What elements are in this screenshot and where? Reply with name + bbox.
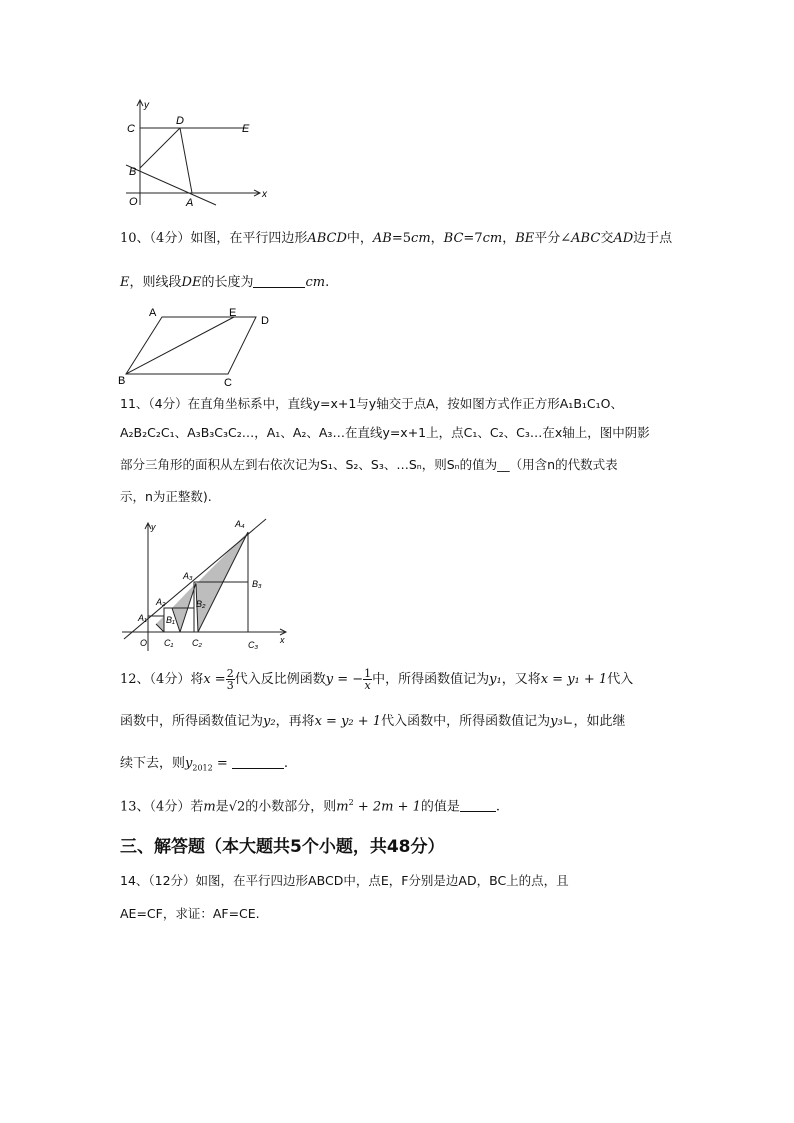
question-11-line-3: 部分三角形的面积从左到右依次记为S₁、S₂、S₃、…Sₙ，则Sₙ的值为__（用含n的代数式表 [120, 457, 618, 472]
q12-text: . [283, 756, 289, 771]
q10-de: DE [181, 275, 202, 290]
fig3-label-a3: A₃ [183, 571, 193, 581]
fig3-label-c1: C₁ [164, 638, 174, 648]
q10-unit: cm [482, 231, 503, 246]
q13-text: 若 [190, 799, 204, 815]
q13-m: m [203, 799, 216, 815]
q12-frac-den: x [364, 679, 371, 692]
q10-e: E [120, 275, 130, 290]
fig2-label-e: E [229, 307, 237, 319]
q13-text: 的值是 [420, 799, 460, 815]
question-12-line-1 [120, 665, 680, 695]
q12-equals: = [212, 756, 232, 771]
q12-y-equals: y = − [325, 672, 364, 687]
q12-text: 代入函数中，所得函数值记为 [381, 714, 551, 729]
q12-frac-num: 1 [364, 667, 372, 680]
fig3-label-a2: A₂ [156, 597, 166, 607]
fig1-label-b: B [129, 166, 137, 178]
q10-text: 交 [600, 231, 614, 246]
q10-bc: BC [443, 231, 464, 246]
q13-answer-blank[interactable] [460, 799, 496, 812]
q10-text: =7 [463, 231, 483, 246]
q10-abcd: ABCD [307, 231, 347, 246]
fig1-label-x: x [262, 189, 267, 200]
question-10-line-1 [120, 230, 680, 248]
fig1-label-d: D [176, 115, 184, 127]
q10-text: =5 [391, 231, 412, 246]
question-14-line-2: AE=CF，求证：AF=CE. [120, 906, 260, 921]
figure-coordinate-cde [118, 95, 278, 210]
q10-text: ， [502, 231, 516, 246]
q12-fraction-two-thirds [226, 668, 235, 691]
question-14-line-1: 14、（12分）如图，在平行四边形ABCD中，点E，F分别是边AD，BC上的点，且 [120, 873, 569, 888]
fig2-label-b: B [118, 375, 126, 387]
q10-be: BE [515, 231, 535, 246]
q10-answer-blank[interactable] [253, 275, 305, 288]
q10-abc: ABC [571, 231, 601, 246]
q12-text: 续下去，则 [120, 756, 186, 771]
fig3-label-o: O [140, 638, 148, 648]
q10-unit: cm [305, 275, 326, 290]
q13-text: 的小数部分，则 [245, 799, 337, 815]
q12-fraction-one-over-x [363, 668, 372, 691]
fig1-label-y: y [144, 100, 149, 111]
fig3-label-a4: A₄ [235, 519, 245, 529]
fig3-label-y: y [151, 522, 156, 532]
fig3-label-x: x [280, 635, 285, 645]
fig1-label-e: E [242, 123, 250, 135]
fig3-label-b2: B₂ [196, 599, 206, 609]
fig3-label-b1: B₁ [166, 615, 175, 625]
q10-text: 边于点 [633, 231, 673, 246]
fig2-label-a: A [149, 307, 157, 319]
q13-text: . [495, 799, 501, 815]
figure-parallelogram [116, 302, 286, 388]
q12-text: ∟，如此继 [562, 714, 626, 729]
q12-answer-blank[interactable] [232, 756, 284, 769]
q10-text: ，则线段 [129, 275, 182, 290]
question-11-line-4: 示，n为正整数). [120, 489, 212, 504]
q12-text: ，再将 [275, 714, 315, 729]
q12-y3: y₃ [550, 714, 563, 729]
q12-subscript: 2012 [192, 763, 213, 773]
q12-y2: y₂ [263, 714, 276, 729]
q12-text: ，又将 [501, 672, 541, 687]
fig3-label-b3: B₃ [252, 579, 262, 589]
fig3-label-a1: A₁ [138, 613, 147, 623]
q10-ab: AB [372, 231, 392, 246]
q12-frac-den: 3 [226, 679, 234, 692]
question-11-line-2: A₂B₂C₂C₁、A₃B₃C₃C₂…，A₁、A₂、A₃…在直线y=x+1上，点C₁、C₂、C₃…在x轴上，图中阴影 [120, 425, 650, 440]
fig3-label-c3: C₃ [248, 640, 259, 650]
q12-text: 中，所得函数值记为 [372, 672, 490, 687]
figure-squares-on-line [118, 515, 293, 655]
figure-parallelogram-svg [116, 302, 286, 388]
q12-x-y2: x = y₂ + 1 [314, 714, 382, 729]
question-13 [120, 794, 680, 816]
question-12-line-3 [120, 755, 680, 778]
q10-text: . [325, 275, 330, 290]
q10-unit: cm [411, 231, 431, 246]
q13-expr-rest: + 2m + 1 [353, 799, 421, 815]
q10-text: ， [430, 231, 444, 246]
q13-sqrt-2: √2 [228, 799, 246, 815]
q10-text: 平分∠ [534, 231, 572, 246]
q13-expr-m: m [336, 799, 349, 815]
figure-squares-svg [118, 515, 293, 655]
q13-number: 13、（4分） [120, 799, 191, 815]
q12-number: 12、（4分） [120, 672, 191, 687]
fig1-label-c: C [127, 123, 135, 135]
q12-x-equals: x = [203, 672, 226, 687]
q12-y1: y₁ [489, 672, 502, 687]
q12-text: 代入 [607, 672, 634, 687]
q10-text: 的长度为 [201, 275, 254, 290]
fig2-label-d: D [261, 315, 269, 327]
q10-text: 中， [346, 231, 373, 246]
section-heading-3: 三、解答题（本大题共5个小题，共48分） [120, 837, 445, 857]
q10-ad: AD [613, 231, 634, 246]
fig1-label-a: A [186, 197, 194, 209]
q13-expr-exponent: 2 [348, 798, 354, 807]
q10-text: 如图，在平行四边形 [190, 231, 308, 246]
question-10-line-2 [120, 274, 680, 292]
q12-y: y [185, 756, 193, 771]
question-12-line-2 [120, 713, 680, 731]
question-11-line-1: 11、（4分）在直角坐标系中，直线y=x+1与y轴交于点A，按如图方式作正方形A₁B₁C₁O、 [120, 396, 623, 411]
q12-text: 函数中，所得函数值记为 [120, 714, 264, 729]
fig3-label-c2: C₂ [192, 638, 202, 648]
q12-x-y1: x = y₁ + 1 [540, 672, 608, 687]
fig2-label-c: C [224, 377, 232, 388]
fig1-label-o: O [129, 196, 138, 208]
q12-text: 将 [190, 672, 204, 687]
figure-coordinate-cde-svg [118, 95, 278, 210]
q10-number: 10、（4分） [120, 231, 191, 246]
q13-text: 是 [215, 799, 229, 815]
q12-text: 代入反比例函数 [234, 672, 326, 687]
q12-frac-num: 2 [226, 667, 234, 680]
